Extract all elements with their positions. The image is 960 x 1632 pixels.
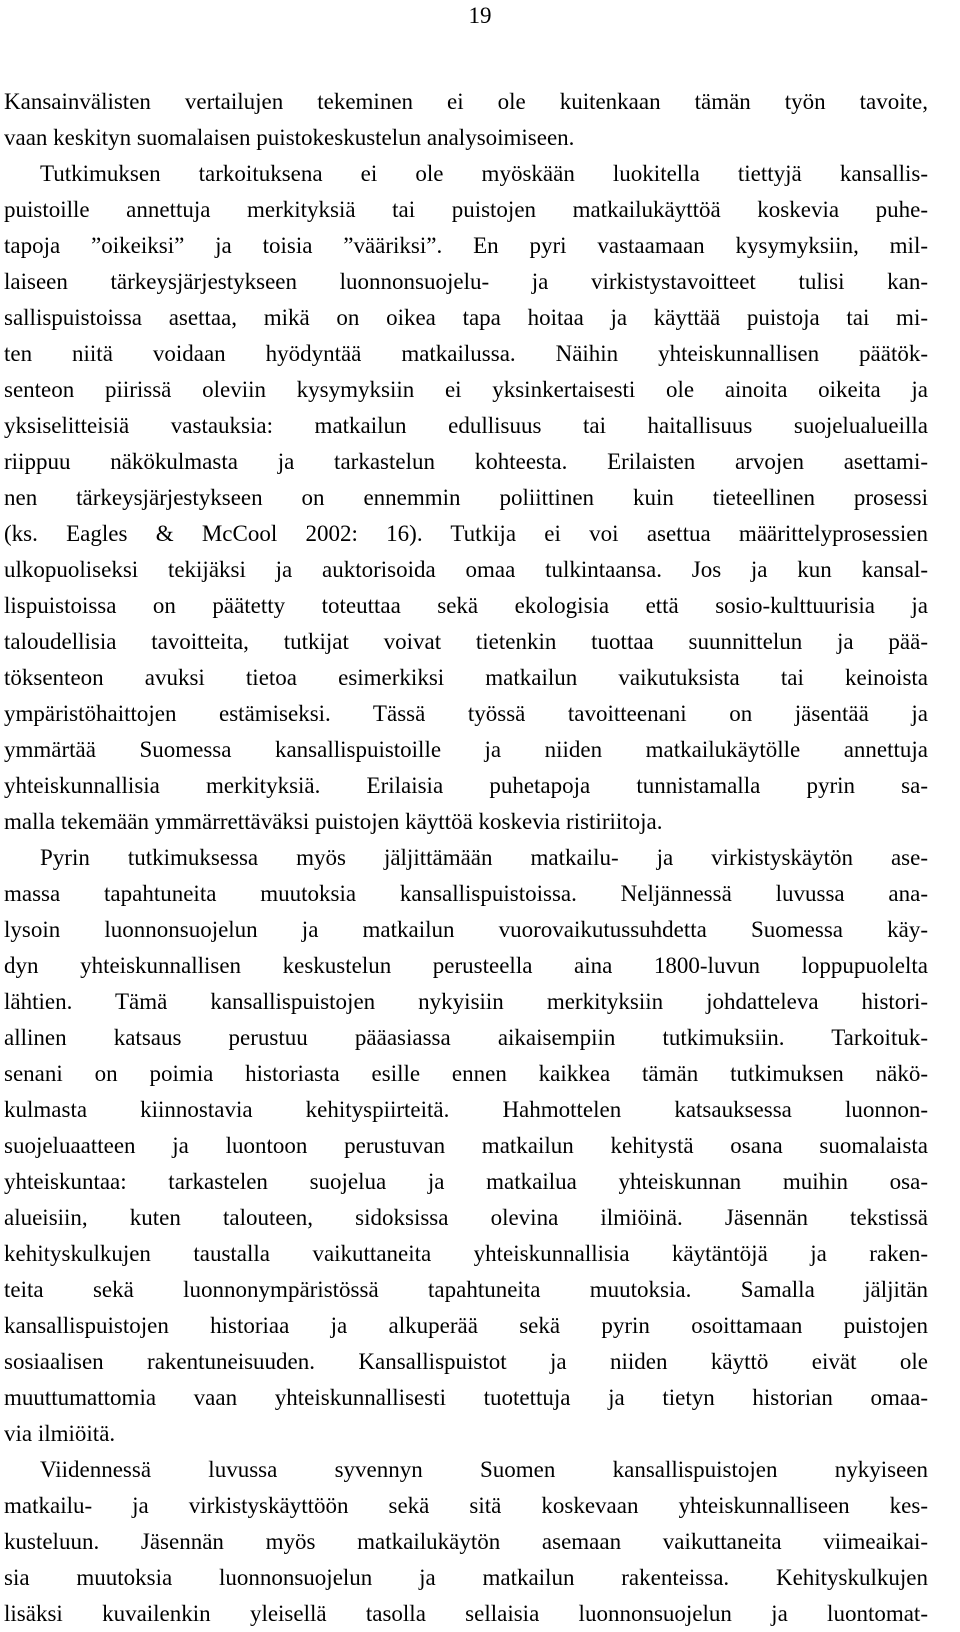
text-line: laiseen tärkeysjärjestykseen luonnonsuojelu- ja virkistystavoitteet tulisi kan- (4, 269, 928, 294)
text-line: suojeluaatteen ja luontoon perustuvan matkailun kehitystä osana suomalaista (4, 1133, 928, 1158)
text-line: ten niitä voidaan hyödyntää matkailussa. Näihin yhteiskunnallisen päätök- (4, 341, 928, 366)
page-number: 19 (468, 3, 492, 28)
text-line: Tutkimuksen tarkoituksena ei ole myöskään luokitella tiettyjä kansallis- (40, 161, 928, 186)
text-line: sosiaalisen rakentuneisuuden. Kansallispuistot ja niiden käyttö eivät ole (4, 1349, 928, 1374)
text-line: ympäristöhaittojen estämiseksi. Tässä työssä tavoitteenani on jäsentää ja (4, 701, 928, 726)
text-line: kansallispuistojen historiaa ja alkuperää sekä pyrin osoittamaan puistojen (4, 1313, 928, 1338)
text-line: kehityskulkujen taustalla vaikuttaneita yhteiskunnallisia käytäntöjä ja raken- (4, 1241, 928, 1266)
body-text (4, 84, 928, 1632)
text-line: riippuu näkökulmasta ja tarkastelun kohteesta. Erilaisten arvojen asettami- (4, 449, 928, 474)
text-line: dyn yhteiskunnallisen keskustelun perusteella aina 1800-luvun loppupuolelta (4, 953, 928, 978)
text-line: massa tapahtuneita muutoksia kansallispuistoissa. Neljännessä luvussa ana- (4, 881, 928, 906)
text-line: alueisiin, kuten talouteen, sidoksissa olevina ilmiöinä. Jäsennän tekstissä (4, 1205, 928, 1230)
text-line: lähtien. Tämä kansallispuistojen nykyisiin merkityksiin johdatteleva histori- (4, 989, 928, 1014)
text-line: sallispuistoissa asettaa, mikä on oikea tapa hoitaa ja käyttää puistoja tai mi- (4, 305, 928, 330)
text-line: allinen katsaus perustuu pääasiassa aikaisempiin tutkimuksiin. Tarkoituk- (4, 1025, 928, 1050)
text-line: lisäksi kuvailenkin yleisellä tasolla sellaisia luonnonsuojelun ja luontomat- (4, 1601, 928, 1626)
text-line: yhteiskunnallisia merkityksiä. Erilaisia puhetapoja tunnistamalla pyrin sa- (4, 773, 928, 798)
text-line: tapoja ”oikeiksi” ja toisia ”vääriksi”. En pyri vastaamaan kysymyksiin, mil- (4, 233, 928, 258)
text-line: Kansainvälisten vertailujen tekeminen ei ole kuitenkaan tämän työn tavoite, (4, 89, 928, 114)
text-line: ulkopuoliseksi tekijäksi ja auktorisoida omaa tulkintaansa. Jos ja kun kansal- (4, 557, 928, 582)
text-line: (ks. Eagles & McCool 2002: 16). Tutkija ei voi asettua määrittelyprosessien (4, 521, 928, 546)
text-line: lysoin luonnonsuojelun ja matkailun vuorovaikutussuhdetta Suomessa käy- (4, 917, 928, 942)
text-line: töksenteon avuksi tietoa esimerkiksi matkailun vaikutuksista tai keinoista (4, 665, 928, 690)
text-line: senteon piirissä oleviin kysymyksiin ei yksinkertaisesti ole ainoita oikeita ja (4, 377, 928, 402)
text-line: senani on poimia historiasta esille ennen kaikkea tämän tutkimuksen näkö- (4, 1061, 928, 1086)
text-line: Viidennessä luvussa syvennyn Suomen kansallispuistojen nykyiseen (40, 1457, 928, 1482)
text-line: kulmasta kiinnostavia kehityspiirteitä. Hahmottelen katsauksessa luonnon- (4, 1097, 928, 1122)
text-line: lispuistoissa on päätetty toteuttaa sekä ekologisia että sosio-kulttuurisia ja (4, 593, 928, 618)
text-line: Pyrin tutkimuksessa myös jäljittämään matkailu- ja virkistyskäytön ase- (40, 845, 928, 870)
text-line: malla tekemään ymmärrettäväksi puistojen käyttöä koskevia ristiriitoja. (4, 809, 663, 834)
text-line: teita sekä luonnonympäristössä tapahtuneita muutoksia. Samalla jäljitän (4, 1277, 928, 1302)
text-line: muuttumattomia vaan yhteiskunnallisesti tuotettuja ja tietyn historian omaa- (4, 1385, 928, 1410)
text-line: yksiselitteisiä vastauksia: matkailun edullisuus tai haitallisuus suojelualueilla (4, 413, 928, 438)
text-line: nen tärkeysjärjestykseen on ennemmin poliittinen kuin tieteellinen prosessi (4, 485, 928, 510)
text-line: puistoille annettuja merkityksiä tai puistojen matkailukäyttöä koskevia puhe- (4, 197, 928, 222)
text-line: yhteiskuntaa: tarkastelen suojelua ja matkailua yhteiskunnan muihin osa- (4, 1169, 928, 1194)
text-line: ymmärtää Suomessa kansallispuistoille ja niiden matkailukäytölle annettuja (4, 737, 928, 762)
text-line: sia muutoksia luonnonsuojelun ja matkailun rakenteissa. Kehityskulkujen (4, 1565, 928, 1590)
text-line: via ilmiöitä. (4, 1421, 116, 1446)
text-line: matkailu- ja virkistyskäyttöön sekä sitä koskevaan yhteiskunnalliseen kes- (4, 1493, 928, 1518)
text-line: taloudellisia tavoitteita, tutkijat voivat tietenkin tuottaa suunnittelun ja pää- (4, 629, 928, 654)
text-line: kusteluun. Jäsennän myös matkailukäytön asemaan vaikuttaneita viimeaikai- (4, 1529, 928, 1554)
text-line: vaan keskityn suomalaisen puistokeskustelun analysoimiseen. (4, 125, 575, 150)
